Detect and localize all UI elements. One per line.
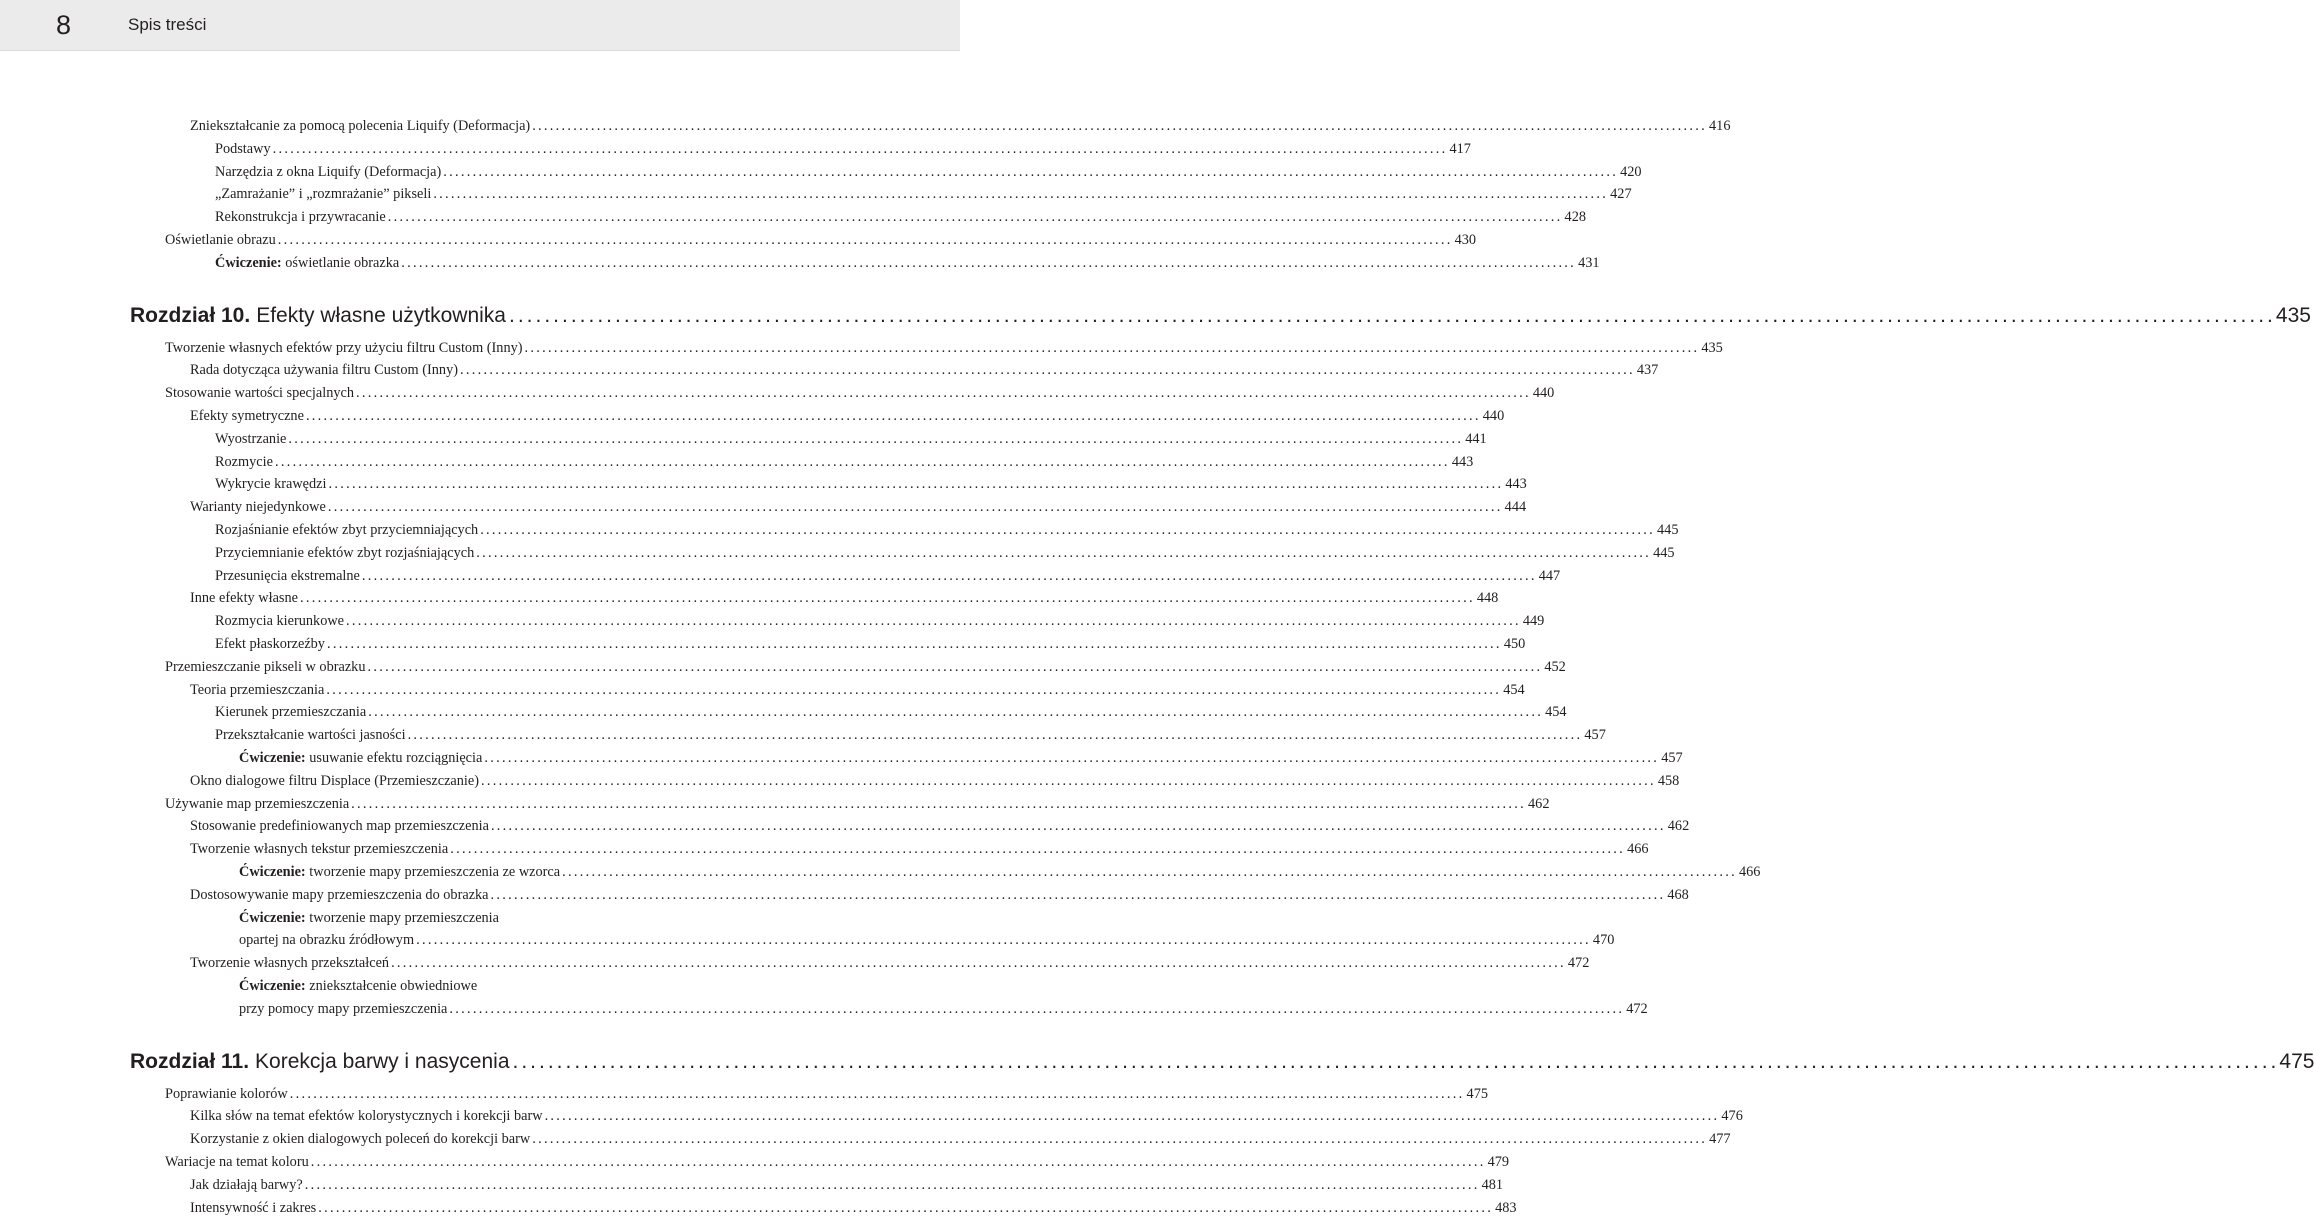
toc-page-number: 416 [1709,118,1731,134]
dot-leader: ........................................................................................................................................................................................................ [544,1108,1720,1125]
dot-leader: ........................................................................................................................................................................................................ [305,408,1481,424]
toc-page-number: 470 [1592,932,1615,949]
toc-page-number: 479 [1487,1154,1510,1170]
toc-entry-title: Ćwiczenie: zniekształcenie obwiedniowe [239,978,478,994]
toc-entry[interactable] [190,1197,1517,1219]
toc-entry-title: Efekt płaskorzeźby [215,636,325,652]
toc-entry-title: Rozjaśnianie efektów zbyt przyciemniających [215,522,479,538]
toc-page-number: 435 [1701,339,1723,356]
toc-entry[interactable] [215,252,1600,274]
dot-leader: ........................................................................................................................................................................................................ [508,303,2276,327]
toc-entry[interactable] [190,405,1505,427]
toc-entry[interactable] [165,382,1555,404]
toc-entry-title: Przekształcanie wartości jasności [215,727,406,744]
toc-entry[interactable] [215,565,1561,587]
toc-entry[interactable] [215,206,1586,228]
dot-leader: ........................................................................................................................................................................................................ [562,864,1737,880]
chapter-title: Korekcja barwy i nasycenia [255,1049,510,1073]
dot-leader: ........................................................................................................................................................................................................ [484,750,1660,766]
toc-entry[interactable] [239,861,1761,883]
toc-page-number: 472 [1567,955,1590,972]
dot-leader: ........................................................................................................................................................................................................ [328,476,1504,493]
toc-entry-title: Ćwiczenie: tworzenie mapy przemieszczenia ze wzorca [239,864,561,880]
toc-entry[interactable] [239,747,1683,769]
page-number: 8 [56,10,72,40]
toc-entry-title: Efekty symetryczne [190,408,304,424]
toc-page-number: 445 [1657,522,1679,538]
toc-page-number: 462 [1528,795,1550,812]
toc-entry[interactable] [215,610,1545,632]
dot-leader: ........................................................................................................................................................................................................ [512,1049,2280,1073]
toc-entry-title: „Zamrażanie” i „rozmrażanie” pikseli [215,186,432,203]
dot-leader: ........................................................................................................................................................................................................ [416,932,1591,949]
toc-entry-title: Wyostrzanie [215,430,287,447]
toc-entry[interactable] [215,138,1471,160]
exercise-label: Ćwiczenie: [239,864,306,880]
dot-leader: ........................................................................................................................................................................................................ [481,772,1656,789]
page-header [0,0,960,51]
dot-leader: ........................................................................................................................................................................................................ [490,818,1666,835]
dot-leader: ........................................................................................................................................................................................................ [459,362,1635,379]
toc-entry[interactable] [215,519,1679,541]
toc-entry[interactable] [239,929,1615,951]
dot-leader: ........................................................................................................................................................................................................ [346,613,1521,630]
dot-leader: ........................................................................................................................................................................................................ [391,955,1566,972]
toc-entry-title: Ćwiczenie: usuwanie efektu rozciągnięcia [239,750,483,766]
dot-leader: ........................................................................................................................................................................................................ [318,1199,1494,1216]
dot-leader: ........................................................................................................................................................................................................ [299,590,1475,607]
toc-page-number: 440 [1482,408,1505,424]
toc-page-number: 472 [1626,1000,1648,1017]
toc-entry[interactable] [190,884,1689,906]
toc-entry-title: Narzędzia z okna Liquify (Deformacja) [215,163,442,180]
toc-entry-title: Inne efekty własne [190,590,298,607]
dot-leader: ........................................................................................................................................................................................................ [524,339,1700,356]
toc-page-number: 437 [1636,362,1659,379]
toc-entry-title: Przemieszczanie pikseli w obrazku [165,658,366,675]
dot-leader: ........................................................................................................................................................................................................ [368,704,1544,721]
toc-entry[interactable] [215,724,1606,746]
toc-entry-title: Tworzenie własnych efektów przy użyciu filtru Custom (Inny) [165,339,523,356]
toc-page-number: 452 [1544,658,1566,675]
toc-entry-title: Oświetlanie obrazu [165,232,276,248]
toc-page-number: 427 [1610,186,1632,203]
toc-entry[interactable] [165,1151,1510,1173]
chapter-heading[interactable] [130,301,2311,331]
toc-page-number: 466 [1738,864,1761,880]
toc-entry-title: Korzystanie z okien dialogowych poleceń do korekcji barw [190,1131,531,1148]
dot-leader: ........................................................................................................................................................................................................ [304,1176,1480,1193]
toc-entry-title: Tworzenie własnych przekształceń [190,955,390,972]
toc-page-number: 466 [1627,841,1649,858]
exercise-label: Ćwiczenie: [239,978,306,994]
toc-entry[interactable] [190,359,1659,381]
chapter-page-number: 435 [2275,303,2311,327]
dot-leader: ........................................................................................................................................................................................................ [532,1131,1708,1148]
toc-entry-title: opartej na obrazku źródłowym [239,932,415,949]
toc-page-number: 454 [1503,681,1525,698]
toc-entry-title: Rada dotycząca używania filtru Custom (Inny) [190,362,458,379]
dot-leader: ........................................................................................................................................................................................................ [274,453,1450,470]
toc-entry[interactable] [215,451,1474,473]
toc-entry-title: Warianty niejedynkowe [190,499,326,516]
toc-entry-title: Wariacje na temat koloru [165,1154,309,1170]
toc-entry[interactable] [215,161,1642,183]
toc-entry[interactable] [215,701,1567,723]
toc-entry-title: Rekonstrukcja i przywracanie [215,209,386,226]
dot-leader: ........................................................................................................................................................................................................ [433,186,1609,203]
toc-entry[interactable] [215,428,1487,450]
dot-leader: ........................................................................................................................................................................................................ [367,658,1543,675]
chapter-label: Rozdział 10. [130,303,251,327]
dot-leader: ........................................................................................................................................................................................................ [326,681,1502,698]
dot-leader: ........................................................................................................................................................................................................ [480,522,1656,538]
dot-leader: ........................................................................................................................................................................................................ [387,209,1563,226]
toc-entry[interactable] [165,793,1550,815]
toc-entry[interactable] [190,838,1649,860]
toc-entry[interactable] [239,975,833,997]
toc-entry[interactable] [190,815,1690,837]
toc-page-number: 448 [1476,590,1499,607]
toc-entry[interactable] [215,633,1526,655]
toc-page-number: 440 [1532,385,1555,402]
toc-entry[interactable] [190,1128,1731,1150]
toc-entry[interactable] [190,587,1499,609]
toc-page-number: 468 [1667,886,1689,903]
toc-entry[interactable] [190,1105,1743,1127]
toc-entry-title: Dostosowywanie mapy przemieszczenia do obrazka [190,886,489,903]
toc-page-number: 447 [1538,567,1561,584]
dot-leader: ........................................................................................................................................................................................................ [356,385,1531,402]
toc-entry[interactable] [190,115,1731,137]
toc-entry[interactable] [215,473,1527,495]
toc-page-number: 449 [1522,613,1545,630]
toc-entry-title: Przyciemnianie efektów zbyt rozjaśniających [215,544,475,561]
toc-entry-title: Kilka słów na temat efektów kolorystycznych i korekcji barw [190,1108,543,1125]
toc-page-number: 428 [1564,209,1586,226]
dot-leader: ........................................................................................................................................................................................................ [361,567,1537,584]
toc-page-number: 458 [1657,772,1680,789]
chapter-title: Efekty własne użytkownika [256,303,506,327]
toc-entry[interactable] [239,998,1648,1020]
chapter-label: Rozdział 11. [130,1049,250,1073]
dot-leader: ........................................................................................................................................................................................................ [327,499,1503,516]
chapter-page-number: 475 [2279,1049,2314,1073]
toc-entry-title: Poprawianie kolorów [165,1085,288,1102]
dot-leader: ........................................................................................................................................................................................................ [289,1085,1465,1102]
dot-leader: ........................................................................................................................................................................................................ [407,727,1583,744]
toc-entry-title: Jak działają barwy? [190,1176,303,1193]
toc-page-number: 417 [1449,140,1471,157]
toc-entry[interactable] [190,679,1525,701]
toc-entry-title: Teoria przemieszczania [190,681,325,698]
toc-entry[interactable] [165,656,1566,678]
toc-entry[interactable] [239,907,833,929]
exercise-label: Ćwiczenie: [215,254,282,271]
toc-page-number: 443 [1451,453,1474,470]
toc-entry-title: Rozmycie [215,453,273,470]
toc-entry[interactable] [190,1174,1504,1196]
toc-entry[interactable] [165,1083,1488,1105]
dot-leader: ........................................................................................................................................................................................................ [272,140,1448,157]
toc-entry-title: Okno dialogowe filtru Displace (Przemieszczanie) [190,772,480,789]
toc-entry-title: Intensywność i zakres [190,1199,317,1216]
toc-page-number: 475 [1466,1085,1488,1102]
toc-entry[interactable] [165,337,1723,359]
toc-page-number: 476 [1721,1108,1743,1125]
toc-page-number: 457 [1584,727,1606,744]
dot-leader: ........................................................................................................................................................................................................ [449,1000,1625,1017]
toc-page-number: 477 [1709,1131,1731,1148]
toc-entry-title: Tworzenie własnych tekstur przemieszczenia [190,841,449,858]
toc-page-number: 450 [1503,636,1526,652]
toc-page-number: 441 [1465,430,1487,447]
toc-entry-title: Podstawy [215,140,271,157]
dot-leader: ........................................................................................................................................................................................................ [450,841,1626,858]
toc-entry[interactable] [165,229,1477,251]
toc-entry-title: Zniekształcanie za pomocą polecenia Liquify (Deformacja) [190,118,531,134]
toc-entry[interactable] [215,183,1632,205]
dot-leader: ........................................................................................................................................................................................................ [476,544,1652,561]
exercise-label: Ćwiczenie: [239,909,306,926]
toc-page-number: 444 [1504,499,1527,516]
toc-page-number: 431 [1578,254,1600,271]
dot-leader: ........................................................................................................................................................................................................ [443,163,1619,180]
toc-page-number: 462 [1667,818,1690,835]
toc-page-number: 481 [1481,1176,1504,1193]
toc-page-number: 457 [1661,750,1683,766]
toc-entry-title: Ćwiczenie: oświetlanie obrazka [215,254,400,271]
toc-entry[interactable] [190,770,1680,792]
dot-leader: ........................................................................................................................................................................................................ [326,636,1502,652]
toc-entry-title: przy pomocy mapy przemieszczenia [239,1000,448,1017]
toc-entry[interactable] [215,542,1675,564]
toc-page-number: 430 [1454,232,1477,248]
dot-leader: ........................................................................................................................................................................................................ [490,886,1666,903]
toc-entry-title: Ćwiczenie: tworzenie mapy przemieszczenia [239,909,500,926]
dot-leader: ........................................................................................................................................................................................................ [351,795,1527,812]
toc-page-number: 420 [1620,163,1642,180]
toc-entry-title: Rozmycia kierunkowe [215,613,345,630]
toc-entry-title: Używanie map przemieszczenia [165,795,350,812]
dot-leader: ........................................................................................................................................................................................................ [310,1154,1486,1170]
toc-page-number: 445 [1653,544,1675,561]
toc-page-number: 454 [1545,704,1567,721]
toc-entry-title: Kierunek przemieszczania [215,704,367,721]
dot-leader: ........................................................................................................................................................................................................ [288,430,1464,447]
toc-entry-title: Przesunięcia ekstremalne [215,567,360,584]
exercise-label: Ćwiczenie: [239,750,306,766]
header-title: Spis treści [128,15,207,34]
toc-page-number: 443 [1505,476,1527,493]
dot-leader: ........................................................................................................................................................................................................ [277,232,1453,248]
dot-leader: ........................................................................................................................................................................................................ [401,254,1577,271]
toc-entry-title: Wykrycie krawędzi [215,476,327,493]
toc-entry-title: Stosowanie wartości specjalnych [165,385,354,402]
toc-page-number: 483 [1495,1199,1517,1216]
chapter-heading[interactable] [130,1047,2314,1077]
toc-entry[interactable] [190,952,1590,974]
dot-leader: ........................................................................................................................................................................................................ [532,118,1708,134]
toc-entry-title: Stosowanie predefiniowanych map przemieszczenia [190,818,489,835]
toc-entry[interactable] [190,496,1527,518]
